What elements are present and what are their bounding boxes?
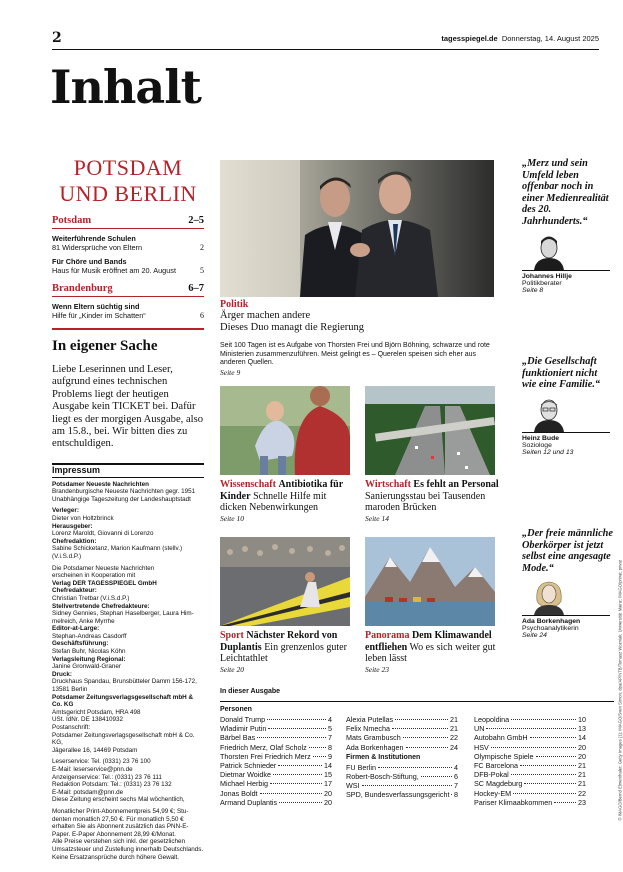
index-entry-page: 17 <box>324 779 332 789</box>
toc-item[interactable] <box>52 234 204 252</box>
index-entry-page: 14 <box>324 760 332 770</box>
quote-name: Ada Borkenhagen <box>522 618 581 626</box>
impressum-label: Potsdamer Neueste Nachrichten <box>52 480 149 488</box>
toc-head: Wenn Eltern süchtig sind <box>52 302 140 311</box>
article-seite: Seite 20 <box>220 664 244 674</box>
toc-text: Hilfe für „Kinder im Schatten“ <box>52 311 146 320</box>
potsdam-title-line2: UND BERLIN <box>59 181 197 206</box>
index-entry-page: 21 <box>578 770 586 780</box>
index-row[interactable] <box>346 743 458 752</box>
index-entry-name: Olympische Spiele <box>474 751 534 761</box>
index-entry-page: 5 <box>328 724 332 734</box>
toc-head: Für Chöre und Bands <box>52 257 127 266</box>
index-row[interactable] <box>346 790 458 799</box>
article-seite: Seite 10 <box>220 513 244 523</box>
impressum-line: erhalten Sie als Abonnent zusätzlich das PNN-E- <box>52 823 189 831</box>
index-entry-name: Wladimir Putin <box>220 724 267 734</box>
impressum-label: Stellvertretende Chefredakteure: <box>52 602 150 610</box>
impressum-line: USt. IdNr. DE 138410932 <box>52 716 124 724</box>
impressum-line: Sabine Schicketanz, Marion Kaufmann (stellv.) <box>52 545 183 553</box>
index-entry-page: 20 <box>324 788 332 798</box>
index-row[interactable] <box>474 779 586 788</box>
index-entry-name: FC Barcelona <box>474 760 518 770</box>
wirtschaft-article[interactable] <box>365 479 499 523</box>
index-leader <box>511 719 576 720</box>
notice-box <box>52 338 204 451</box>
index-leader <box>486 728 576 729</box>
index-leader <box>257 737 326 738</box>
wissenschaft-photo[interactable] <box>220 386 350 475</box>
index-entry-name: Patrick Schnieder <box>220 760 277 770</box>
index-entry-page: 10 <box>578 715 586 724</box>
impressum-label: Verlag DER TAGESSPIEGEL GmbH <box>52 579 157 587</box>
quote-text: „Der freie männliche Oberkörper ist jetzt selbst eine angesagte Mode.“ <box>522 528 613 574</box>
article-subhead: Ein grenzenlos guter Leichtathlet <box>220 641 347 664</box>
index-leader <box>530 737 576 738</box>
index-entry-page: 4 <box>454 762 458 772</box>
index-entry-name: Mats Grambusch <box>346 733 401 743</box>
article-subhead: Schnelle Hilfe mit dicken Nebenwirkungen <box>220 490 327 513</box>
wirtschaft-photo[interactable] <box>365 386 495 475</box>
index-row[interactable] <box>474 752 586 761</box>
section-name: Brandenburg <box>52 283 113 294</box>
impressum-line: Diese Zeitung erscheint sechs Mal wöchentlich, <box>52 796 185 804</box>
section-brandenburg[interactable] <box>52 283 204 297</box>
index-row[interactable] <box>220 733 332 742</box>
index-title: In dieser Ausgabe <box>220 688 614 702</box>
index-firmen-title: Firmen & Institutionen <box>346 753 421 761</box>
index-entry-name: Robert-Bosch-Stiftung, <box>346 771 419 781</box>
impressum-line: Monatlicher Print-Abonnementpreis 54,99 €; Stu- <box>52 807 189 815</box>
index-leader <box>268 728 326 729</box>
index-entry-name: Thorsten Frei Friedrich Merz <box>220 751 311 761</box>
index-leader <box>392 728 448 729</box>
impressum-line: Paper. E-Paper Abonnement 28,99 €/Monat. <box>52 830 176 838</box>
article-seite: Seite 23 <box>365 664 389 674</box>
page-number: 2 <box>52 30 62 46</box>
article-kicker: Sport <box>220 630 244 641</box>
quote-rule <box>522 615 610 616</box>
photo-credits: © IMAGO/Bernd Elmenthaler; Getty Images (1); IMAGO/Sven Simon; dpa/AP/NTB/Tomasz Wozniak; Universität Mainz; IMAGO/privat; privat <box>618 560 623 821</box>
impressum-line: Umsatzsteuer und Zustellung innerhalb Deutschlands. <box>52 845 204 853</box>
index-entry-page: 13 <box>578 724 586 734</box>
index-row[interactable] <box>474 761 586 770</box>
index-row[interactable] <box>220 798 332 807</box>
sport-photo-image <box>220 537 350 626</box>
index-entry-page: 6 <box>454 771 458 781</box>
index-entry-name: Autobahn GmbH <box>474 733 528 743</box>
notice-text: Liebe Leserinnen und Leser, aufgrund eines technischen Problems liegt der heutigen Ausgabe kein TICKET bei. Dafür liegt es der morgigen Ausgabe, also am 15.8., bei. Wir bitten dies zu entschuldigen. <box>52 364 204 450</box>
section-name: Potsdam <box>52 215 92 226</box>
impressum-label: Chefredaktion: <box>52 537 97 545</box>
impressum-label: Herausgeber: <box>52 522 93 530</box>
impressum-line: Lorenz Maroldt, Giovanni di Lorenzo <box>52 530 154 538</box>
impressum-line: denten monatlich 27,50 €. Für monatlich 5,50 € <box>52 815 184 823</box>
article-headline: Dem Klimawandel entfliehen <box>365 630 492 653</box>
index-entry-page: 8 <box>328 742 332 752</box>
lead-teaser: Seit 100 Tagen ist es Aufgabe von Thorsten Frei und Björn Böhning, schwarze und rote Ministerien zusammenzuführen. Meist gelingt es – Querelen speisen sich eher aus anderen Quellen. <box>220 342 490 366</box>
index-leader <box>511 774 576 775</box>
portrait-area <box>522 396 614 432</box>
article-subhead: Wo es sich weiter gut leben lässt <box>365 641 496 664</box>
quote-seite: Seiten 12 und 13 <box>522 448 574 456</box>
index-leader <box>273 774 322 775</box>
article-kicker: Panorama <box>365 630 410 641</box>
index-leader <box>313 756 326 757</box>
index-col-1 <box>220 706 332 807</box>
impressum-line: erscheinen in Kooperation mit <box>52 572 136 580</box>
index-row[interactable] <box>474 715 586 724</box>
impressum-line: E-Mail: potsdam@pnn.de <box>52 788 124 796</box>
index-leader <box>554 802 576 803</box>
index-list <box>346 715 458 752</box>
impressum-line: Die Potsdamer Neueste Nachrichten <box>52 564 155 572</box>
wirtschaft-photo-image <box>365 386 495 475</box>
toc-text: Haus für Musik eröffnet am 20. August <box>52 266 176 275</box>
panorama-photo[interactable] <box>365 537 495 626</box>
lead-seite: Seite 9 <box>220 367 241 377</box>
impressum-line: Sidney Gennies, Stephan Haselberger, Laura Him- <box>52 610 194 618</box>
index-entry-name: WSI <box>346 781 360 791</box>
index-entry-name: FU Berlin <box>346 762 376 772</box>
index-col-2 <box>346 715 458 800</box>
index-row[interactable] <box>220 743 332 752</box>
index-personen-title: Personen <box>220 706 252 713</box>
impressum-line: 13581 Berlin <box>52 686 88 694</box>
section-divider <box>52 328 204 330</box>
index-leader <box>278 765 322 766</box>
index-leader <box>362 785 452 786</box>
impressum-line: Dieter von Holtzbrinck <box>52 514 114 522</box>
section-pages: 6–7 <box>188 283 204 294</box>
header-meta <box>441 34 599 43</box>
portrait-hillje <box>532 234 566 270</box>
quote-name: Heinz Bude <box>522 434 560 442</box>
index-entry-page: 21 <box>450 715 458 724</box>
impressum-label: Verlagsleitung Regional: <box>52 655 126 663</box>
index-row[interactable] <box>474 724 586 733</box>
impressum-label: Potsdamer Zeitungsverlagsgesellschaft mbH & Co. KG <box>52 693 194 709</box>
index-row[interactable] <box>220 789 332 798</box>
quote-role: Soziologe <box>522 441 552 449</box>
lead-kicker: Politik <box>220 299 249 310</box>
impressum-line: Leserservice: Tel. (0331) 23 76 100 <box>52 758 151 766</box>
impressum-line: Anzeigenservice: Tel.: (0331) 23 76 111 <box>52 773 162 781</box>
index-entry-page: 8 <box>454 790 458 800</box>
index-entry-page: 20 <box>324 797 332 807</box>
index-row[interactable] <box>474 798 586 807</box>
impressum-line: Brandenburgische Neueste Nachrichten gegr. 1951 <box>52 488 196 496</box>
index-row[interactable] <box>474 733 586 742</box>
index-entry-page: 22 <box>450 733 458 743</box>
index-entry-page: 15 <box>324 770 332 780</box>
index-leader <box>421 776 452 777</box>
index-row[interactable] <box>220 779 332 788</box>
index-entry-name: SPD, Bundesverfassungsgericht <box>346 790 450 800</box>
index-row[interactable] <box>474 789 586 798</box>
quote-role: Politikberater <box>522 279 562 287</box>
quote-rule <box>522 270 610 271</box>
index-row[interactable] <box>220 770 332 779</box>
article-kicker: Wirtschaft <box>365 479 411 490</box>
index-entry-name: HSV <box>474 742 489 752</box>
index-box <box>220 688 620 807</box>
index-leader <box>267 719 326 720</box>
index-row[interactable] <box>346 724 458 733</box>
article-seite: Seite 14 <box>365 513 389 523</box>
quote-bude[interactable] <box>522 356 614 456</box>
index-leader <box>309 747 326 748</box>
potsdam-title <box>52 155 204 207</box>
impressum-line: Janine Gronwald-Graner <box>52 663 121 671</box>
impressum-line: E-Mail: leserservice@pnn.de <box>52 765 133 773</box>
index-col-3 <box>474 715 586 807</box>
index-entry-page: 21 <box>578 779 586 789</box>
impressum-line: Jägerallee 16, 14469 Potsdam <box>52 746 138 754</box>
index-entry-name: Michael Herbig <box>220 779 268 789</box>
toc-text: 81 Widersprüche von Eltern <box>52 243 143 252</box>
impressum-line: KG, <box>52 739 63 747</box>
index-entry-name: Leopoldina <box>474 715 510 724</box>
index-leader <box>270 783 322 784</box>
lead-article[interactable] <box>220 299 500 377</box>
index-entry-name: Donald Trump <box>220 715 266 724</box>
quote-text: „Die Gesellschaft funktioniert nicht wie eine Familie.“ <box>522 356 601 391</box>
impressum-line: (V.i.S.d.P.) <box>52 552 82 560</box>
impressum-lines <box>52 481 204 862</box>
index-leader <box>536 756 576 757</box>
portrait-bude <box>532 396 566 432</box>
index-list <box>220 715 332 807</box>
impressum-title: Impressum <box>52 463 204 478</box>
index-list <box>474 715 586 807</box>
index-entry-name: Bärbel Bas <box>220 733 256 743</box>
index-entry-page: 14 <box>578 733 586 743</box>
index-list <box>346 763 458 800</box>
impressum-line: Stefan Buhr, Nicolas Köhn <box>52 648 126 656</box>
sport-photo[interactable] <box>220 537 350 626</box>
portrait-area <box>522 579 614 615</box>
index-entry-page: 21 <box>578 760 586 770</box>
toc-head: Weiterführende Schulen <box>52 234 136 243</box>
index-row[interactable] <box>220 715 332 724</box>
quote-hillje[interactable] <box>522 158 614 294</box>
toc-item[interactable] <box>52 257 204 275</box>
article-headline: Es fehlt an Personal <box>413 479 499 490</box>
toc-item[interactable] <box>52 302 204 320</box>
wissenschaft-article[interactable] <box>220 479 354 523</box>
index-entry-name: Felix Nmecha <box>346 724 390 734</box>
potsdam-title-line1: POTSDAM <box>73 155 183 180</box>
lead-subhead: Dieses Duo managt die Regierung <box>220 321 365 333</box>
header-rule <box>52 49 599 50</box>
potsdam-box <box>52 155 204 330</box>
index-leader <box>406 747 448 748</box>
index-entry-name: Ada Borkenhagen <box>346 742 404 752</box>
impressum <box>52 463 204 861</box>
panorama-photo-image <box>365 537 495 626</box>
site-name[interactable]: tagesspiegel.de <box>441 34 498 43</box>
index-entry-name: DFB-Pokal <box>474 770 509 780</box>
section-potsdam[interactable] <box>52 215 204 229</box>
index-leader <box>513 793 576 794</box>
toc-page: 2 <box>200 243 204 252</box>
index-entry-name: Friedrich Merz, Olaf Scholz <box>220 742 307 752</box>
impressum-line: Alle Preise verstehen sich inkl. der gesetzlichen <box>52 838 186 846</box>
impressum-line: Unabhängige Tageszeitung der Landeshauptstadt <box>52 495 191 503</box>
sport-article[interactable] <box>220 630 354 674</box>
index-row[interactable] <box>474 770 586 779</box>
impressum-line: Amtsgericht Potsdam, HRA 498 <box>52 708 141 716</box>
impressum-line: Redaktion Potsdam: Tel.: (0331) 23 76 132 <box>52 781 172 789</box>
quote-text: „Merz und sein Umfeld leben offenbar noch in einer Medienrealität des 20. Jahrhunderts.“ <box>522 158 609 227</box>
index-entry-page: 7 <box>328 733 332 743</box>
index-leader <box>520 765 576 766</box>
quote-rule <box>522 432 610 433</box>
index-leader <box>279 802 322 803</box>
toc-page: 6 <box>200 311 204 320</box>
index-entry-name: UN <box>474 724 485 734</box>
index-entry-page: 20 <box>578 742 586 752</box>
wissenschaft-photo-image <box>220 386 350 475</box>
portrait-area <box>522 234 614 270</box>
index-leader <box>260 793 322 794</box>
index-entry-name: Pariser Klimaabkommen <box>474 797 553 807</box>
impressum-label: Verleger: <box>52 507 79 515</box>
article-headline: Nächster Rekord von Duplantis <box>220 630 338 653</box>
index-row[interactable] <box>346 733 458 742</box>
impressum-label: Editor-at-Large: <box>52 625 100 633</box>
index-entry-page: 22 <box>578 788 586 798</box>
impressum-line: Druckhaus Spandau, Brunsbütteler Damm 156-172, <box>52 678 197 686</box>
panorama-article[interactable] <box>365 630 499 674</box>
index-row[interactable] <box>346 763 458 772</box>
impressum-label: Geschäftsführung: <box>52 640 109 648</box>
index-entry-name: Jonas Boldt <box>220 788 258 798</box>
index-entry-name: Alexia Putellas <box>346 715 394 724</box>
lead-photo-image <box>220 160 494 297</box>
impressum-line: Potsdamer Zeitungsverlagsgesellschaft mbH & Co. <box>52 731 195 739</box>
issue-date: Donnerstag, 14. August 2025 <box>501 34 599 43</box>
index-entry-page: 24 <box>450 742 458 752</box>
quote-seite: Seite 8 <box>522 286 544 294</box>
index-row[interactable] <box>346 715 458 724</box>
index-entry-page: 4 <box>328 715 332 724</box>
notice-title: In eigener Sache <box>52 338 158 354</box>
quote-name: Johannes Hillje <box>522 272 572 280</box>
index-leader <box>451 794 452 795</box>
article-headline: Antibiotika für Kinder <box>220 479 343 502</box>
impressum-line: Stephan-Andreas Casdorff <box>52 632 127 640</box>
impressum-line: Christian Tretbar (V.i.S.d.P.) <box>52 594 130 602</box>
impressum-line: melreich, Anke Myrrhe <box>52 617 115 625</box>
article-kicker: Wissenschaft <box>220 479 276 490</box>
quote-role: Psychoanalytikerin <box>522 625 579 633</box>
lead-photo[interactable] <box>220 160 494 297</box>
index-entry-name: Dietmar Woidke <box>220 770 271 780</box>
index-row[interactable] <box>220 724 332 733</box>
index-row[interactable] <box>346 772 458 781</box>
index-row[interactable] <box>346 781 458 790</box>
page-title: Inhalt <box>50 60 201 114</box>
index-entry-name: Hockey-EM <box>474 788 512 798</box>
index-entry-page: 23 <box>578 797 586 807</box>
index-leader <box>491 747 576 748</box>
impressum-line: Keine Ersatzansprüche durch höhere Gewalt. <box>52 853 180 861</box>
index-leader <box>395 719 448 720</box>
impressum-label: Druck: <box>52 670 72 678</box>
article-subhead: Sanierungsstau bei Tausenden maroden Brücken <box>365 490 486 513</box>
index-entry-name: SC Magdeburg <box>474 779 523 789</box>
lead-headline: Ärger machen andere <box>220 310 311 321</box>
portrait-borkenhagen <box>532 579 566 615</box>
index-row[interactable] <box>474 743 586 752</box>
index-entry-page: 20 <box>578 751 586 761</box>
index-leader <box>403 737 448 738</box>
index-entry-page: 7 <box>454 781 458 791</box>
quote-borkenhagen[interactable] <box>522 528 614 639</box>
index-row[interactable] <box>220 752 332 761</box>
toc-page: 5 <box>200 266 204 275</box>
index-row[interactable] <box>220 761 332 770</box>
index-leader <box>378 767 452 768</box>
impressum-line: Postanschrift: <box>52 724 91 731</box>
index-entry-page: 21 <box>450 724 458 734</box>
quote-seite: Seite 24 <box>522 632 547 640</box>
section-pages: 2–5 <box>188 215 204 226</box>
index-leader <box>524 783 576 784</box>
impressum-label: Chefredakteur: <box>52 587 97 595</box>
index-entry-page: 9 <box>328 751 332 761</box>
index-entry-name: Armand Duplantis <box>220 797 278 807</box>
